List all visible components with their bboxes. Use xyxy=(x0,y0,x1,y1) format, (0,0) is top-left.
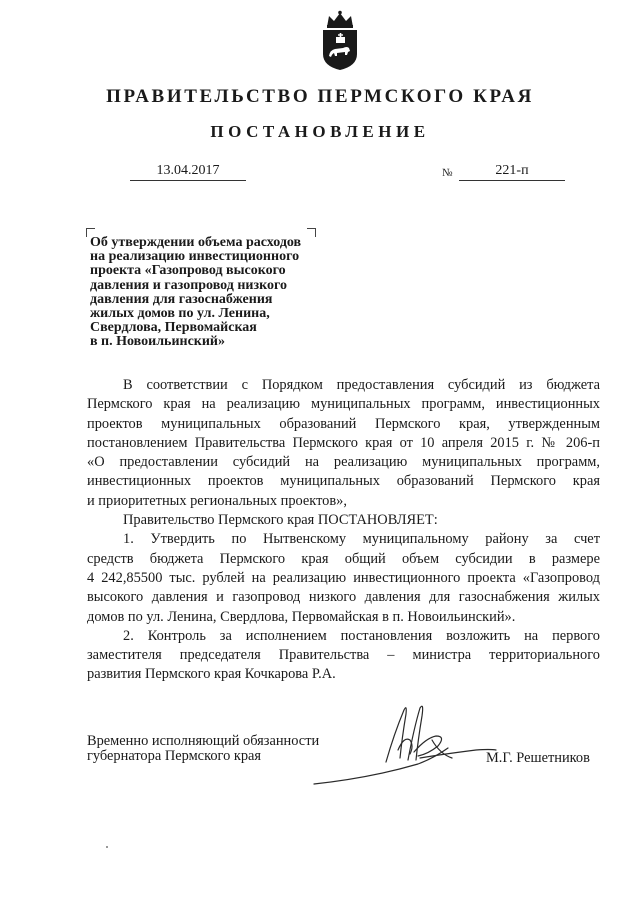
signatory-name: М.Г. Решетников xyxy=(486,750,590,766)
position-line: губернатора Пермского края xyxy=(87,747,262,764)
body-line: и приоритетных региональных проектов», xyxy=(87,492,347,509)
subject-line: на реализацию инвестиционного xyxy=(90,249,300,265)
decree-line: Правительство Пермского края ПОСТАНОВЛЯЕТ: xyxy=(123,512,438,529)
coat-of-arms-icon xyxy=(319,10,361,72)
government-title: ПРАВИТЕЛЬСТВО ПЕРМСКОГО КРАЯ xyxy=(106,86,534,107)
subject-line: проекта «Газопровод высокого xyxy=(90,263,286,279)
body-line: «О предоставлении субсидий на реализацию муниципальных программ, xyxy=(87,454,600,471)
body-line: В соответствии с Порядком предоставления субсидий из бюджета xyxy=(123,377,600,393)
body-line: постановлением Правительства Пермского края от 10 апреля 2015 г. № 206-п xyxy=(87,434,600,451)
body-line: 4 242,85500 тыс. рублей на реализацию инвестиционного проекта «Газопровод xyxy=(87,569,600,586)
body-line: домов по ул. Ленина, Свердлова, Первомайская в п. Новоильинский». xyxy=(87,608,516,625)
document-type: ПОСТАНОВЛЕНИЕ xyxy=(210,122,430,141)
position-line: Временно исполняющий обязанности xyxy=(87,733,320,749)
subject-line: в п. Новоильинский» xyxy=(90,334,226,350)
subject-line: давления и газопровод низкого xyxy=(90,277,287,293)
body-line: развития Пермского края Кочкарова Р.А. xyxy=(87,666,336,683)
document-date: 13.04.2017 xyxy=(156,163,220,178)
subject-heading xyxy=(90,236,330,350)
subject-line: Об утверждении объема расходов xyxy=(90,235,302,250)
body-line: заместителя председателя Правительства – министра территориального xyxy=(87,647,600,664)
body-line: Пермского края на реализацию муниципальных программ, инвестиционных xyxy=(87,396,600,413)
document-number: 221-п xyxy=(495,163,529,178)
subject-line: жилых домов по ул. Ленина, xyxy=(90,306,270,322)
signatory-position xyxy=(87,734,319,763)
document-body xyxy=(87,376,600,685)
body-line: 1. Утвердить по Нытвенскому муниципальному району за счет xyxy=(123,531,600,548)
body-line: высокого давления и газопровод низкого давления для газоснабжения жилых xyxy=(87,589,600,606)
subject-line: Свердлова, Первомайская xyxy=(90,320,257,336)
number-sign: № xyxy=(442,167,453,179)
body-line: 2. Контроль за исполнением постановления возложить на первого xyxy=(123,627,600,644)
handwritten-signature xyxy=(300,700,500,795)
body-line: проектов муниципальных образований Пермского края, утвержденным xyxy=(87,415,600,432)
body-line: инвестиционных проектов муниципальных образований Пермского края xyxy=(87,473,600,490)
subject-line: давления для газоснабжения xyxy=(90,291,273,307)
scan-dot xyxy=(106,846,108,848)
body-line: средств бюджета Пермского края общий объем субсидии в размере xyxy=(87,550,600,567)
